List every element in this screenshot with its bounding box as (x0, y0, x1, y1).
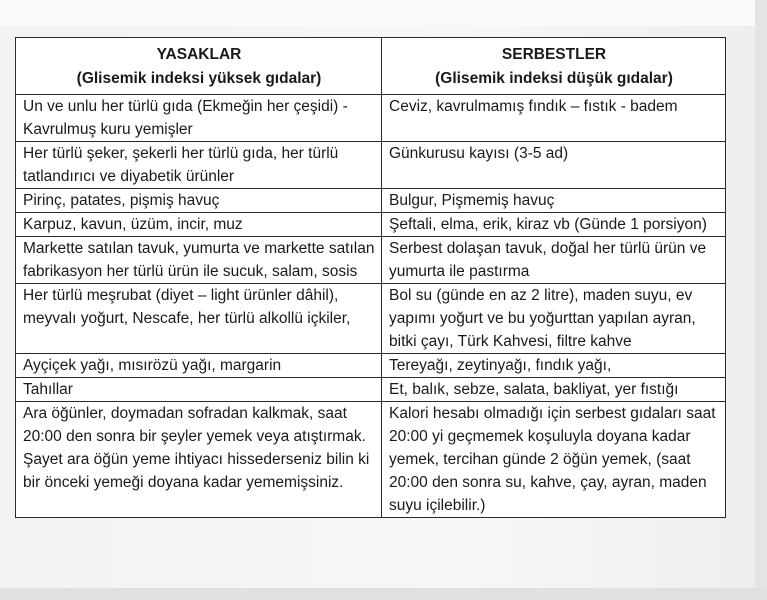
allowed-cell: Serbest dolaşan tavuk, doğal her türlü ürün ve yumurta ile pastırma (382, 237, 726, 284)
allowed-cell: Şeftali, elma, erik, kiraz vb (Günde 1 porsiyon) (382, 213, 726, 237)
table-row (16, 284, 726, 354)
allowed-cell: Günkurusu kayısı (3-5 ad) (382, 142, 726, 189)
forbidden-cell: Pirinç, patates, pişmiş havuç (16, 189, 382, 213)
top-margin (0, 0, 767, 26)
table-header-row (16, 38, 726, 95)
diet-comparison-table (15, 37, 726, 518)
forbidden-title: YASAKLAR (156, 46, 242, 63)
allowed-cell: Kalori hesabı olmadığı için serbest gıdaları saat 20:00 yi geçmemek koşuluyla doyana kadar yemek, tercihan günde 2 öğün yemek, (saat 20:00 den sonra su, kahve, çay, ayran, maden suyu içilebilir.) (382, 402, 726, 518)
forbidden-cell: Ayçiçek yağı, mısırözü yağı, margarin (16, 354, 382, 378)
table-row (16, 95, 726, 142)
table-row (16, 402, 726, 518)
right-margin (755, 0, 767, 600)
allowed-cell: Tereyağı, zeytinyağı, fındık yağı, (382, 354, 726, 378)
table-row (16, 213, 726, 237)
table-row (16, 237, 726, 284)
forbidden-cell: Tahıllar (16, 378, 382, 402)
bottom-margin (0, 588, 767, 600)
table-row (16, 354, 726, 378)
forbidden-cell: Ara öğünler, doymadan sofradan kalkmak, saat 20:00 den sonra bir şeyler yemek veya atıştırmak. Şayet ara öğün yeme ihtiyacı hissederseniz bilin ki bir önceki yemeği doyana kadar yememişsiniz. (16, 402, 382, 518)
allowed-cell: Bol su (günde en az 2 litre), maden suyu, ev yapımı yoğurt ve bu yoğurttan yapılan ayran, bitki çayı, Türk Kahvesi, filtre kahve (382, 284, 726, 354)
allowed-title: SERBESTLER (501, 46, 607, 63)
table-row (16, 189, 726, 213)
forbidden-column-header (16, 38, 382, 95)
forbidden-subtitle: (Glisemik indeksi yüksek gıdalar) (76, 70, 322, 87)
forbidden-cell: Un ve unlu her türlü gıda (Ekmeğin her çeşidi) - Kavrulmuş kuru yemişler (16, 95, 382, 142)
table-row (16, 378, 726, 402)
forbidden-cell: Her türlü meşrubat (diyet – light ürünler dâhil), meyvalı yoğurt, Nescafe, her türlü alkollü içkiler, (16, 284, 382, 354)
allowed-cell: Et, balık, sebze, salata, bakliyat, yer fıstığı (382, 378, 726, 402)
table-row (16, 142, 726, 189)
allowed-cell: Ceviz, kavrulmamış fındık – fıstık - badem (382, 95, 726, 142)
forbidden-cell: Markette satılan tavuk, yumurta ve markette satılan fabrikasyon her türlü ürün ile sucuk, salam, sosis (16, 237, 382, 284)
allowed-cell: Bulgur, Pişmemiş havuç (382, 189, 726, 213)
forbidden-cell: Karpuz, kavun, üzüm, incir, muz (16, 213, 382, 237)
forbidden-cell: Her türlü şeker, şekerli her türlü gıda, her türlü tatlandırıcı ve diyabetik ürünler (16, 142, 382, 189)
allowed-column-header (382, 38, 726, 95)
allowed-subtitle: (Glisemik indeksi düşük gıdalar) (435, 70, 673, 87)
